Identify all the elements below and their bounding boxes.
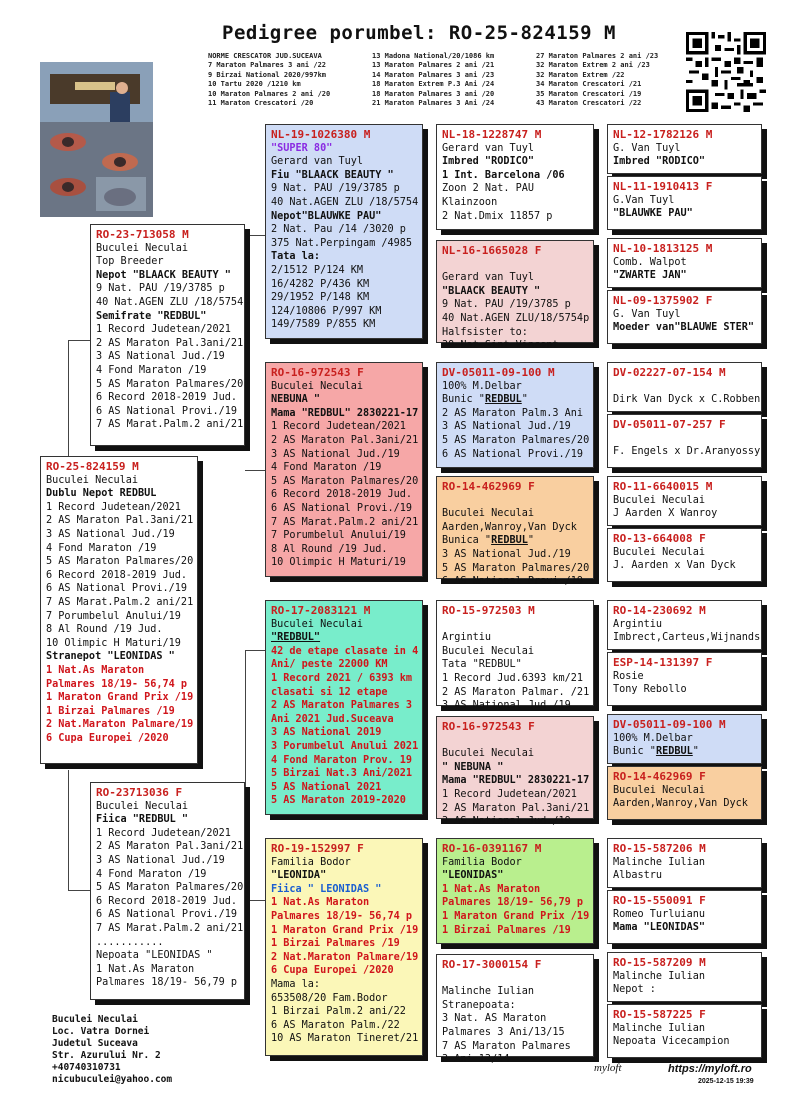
pedigree-line: Buculei Neculai <box>96 800 189 812</box>
pedigree-line: 5 AS Maraton Palmares/20 <box>46 556 194 568</box>
pedigree-line: Moeder van"BLAUWE STER" <box>613 322 755 334</box>
ring-number: RO-15-550091 F <box>613 894 706 907</box>
owner-line: Str. Azurului Nr. 2 <box>52 1050 161 1061</box>
pedigree-line: Stranepot "LEONIDAS " <box>46 651 175 663</box>
pedigree-line: Buculei Neculai <box>613 494 706 506</box>
ring-number: NL-16-1665028 F <box>442 244 542 257</box>
pedigree-line: G. Van Tuyl <box>613 142 681 154</box>
pedigree-line: 2 Nat.Maraton Palmare/19 <box>46 719 194 731</box>
pedigree-line: 6 AS National Provi./19 <box>271 502 413 514</box>
pedigree-line: 4 Fond Maraton /19 <box>271 462 382 474</box>
pedigree-line <box>613 380 756 394</box>
ring-number: NL-19-1026380 M <box>271 128 371 141</box>
pedigree-line: Argintiu <box>613 618 663 630</box>
pedigree-line: Dublu Nepot REDBUL <box>46 488 157 500</box>
pedigree-line: 3 Nat. AS Maraton <box>442 1013 547 1025</box>
pigeon-card-g9[interactable] <box>607 600 762 650</box>
site-link[interactable]: https://myloft.ro <box>668 1063 752 1075</box>
pedigree-line: 1 Maraton Grand Prix /19 <box>442 910 590 922</box>
norm-line: 18 Maraton Extrem P.3 Ani /24 <box>372 80 495 89</box>
ring-number: NL-11-1910413 F <box>613 180 713 193</box>
pedigree-line: 10 Olimpic H Maturi/19 <box>46 637 181 649</box>
pedigree-line: "BLAACK BEAUTY " <box>442 285 541 297</box>
pigeon-card-g3[interactable] <box>607 238 762 288</box>
norm-line: 21 Maraton Palmares 3 Ani /24 <box>372 99 495 108</box>
pedigree-line: 5 Birzai Nat.3 Ani/2021 <box>271 768 413 780</box>
pedigree-line: 9 Nat. PAU /19/3785 p <box>442 299 571 311</box>
pedigree-line: 1 Record Judetean/2021 <box>96 827 231 839</box>
pedigree-line: Fiica " LEONIDAS " <box>271 883 382 895</box>
pedigree-line: 6 Record 2018-2019 Jud. <box>271 489 413 501</box>
norm-line: 34 Maraton Crescatori /21 <box>536 80 642 89</box>
norm-line: 43 Maraton Crescatori /22 <box>536 99 642 108</box>
pedigree-line: "REDBUL" <box>271 632 321 644</box>
pigeon-card-sdd[interactable] <box>436 476 594 588</box>
pedigree-line: 4 Fond Maraton /19 <box>96 364 207 376</box>
pigeon-card-dds[interactable] <box>436 838 594 944</box>
owner-line: Loc. Vatra Dornei <box>52 1026 150 1037</box>
pigeon-card-ssd[interactable] <box>436 240 594 352</box>
pedigree-line: Familia Bodor <box>271 856 351 868</box>
pedigree-line: 7 AS Marat.Palm.2 ani/21 <box>271 516 419 528</box>
pedigree-line: Ani/ peste 22000 KM <box>271 659 388 671</box>
pedigree-line: 2/1512 P/124 KM <box>271 264 364 276</box>
pigeon-card-g14[interactable] <box>607 890 762 944</box>
pedigree-line: 42 de etape clasate in 4 <box>271 645 419 657</box>
pedigree-line: Malinche Iulian <box>613 970 706 982</box>
pedigree-line <box>442 734 588 748</box>
pedigree-line: 9 Nat. PAU /19/3785 p <box>96 283 225 295</box>
pedigree-line: 5 AS Maraton 2019-2020 <box>271 795 406 807</box>
pigeon-card-g1[interactable] <box>607 124 762 174</box>
pedigree-line: Familia Bodor <box>442 856 522 868</box>
pedigree-line: 10 Olimpic H Maturi/19 <box>271 557 406 569</box>
norm-line: 7 Maraton Palmares 3 ani /22 <box>208 61 327 70</box>
pedigree-line: ........... <box>96 936 164 948</box>
pedigree-line: Imbred "RODICO" <box>442 156 535 168</box>
owner-line[interactable]: +40740310731 <box>52 1062 121 1073</box>
ring-number: RO-15-972503 M <box>442 604 535 617</box>
ring-number: DV-05011-09-100 M <box>442 366 555 379</box>
owner-line: Judetul Suceava <box>52 1038 138 1049</box>
pedigree-line: 1 Record 2021 / 6393 km <box>271 672 413 684</box>
norm-line: 13 Maraton Palmares 2 ani /21 <box>372 61 495 70</box>
pedigree-line: 2 Nat.Maraton Palmare/19 <box>271 951 419 963</box>
pedigree-line: 1 Maraton Grand Prix /19 <box>46 692 194 704</box>
pedigree-line: "SUPER 80" <box>271 142 333 154</box>
pedigree-line: G. Van Tuyl <box>613 308 681 320</box>
pedigree-line: NEBUNA " <box>271 394 321 406</box>
pedigree-line: 9 Nat. PAU /19/3785 p <box>271 183 400 195</box>
norm-line: 35 Maraton Crescatori /19 <box>536 89 642 98</box>
pedigree-line: Buculei Neculai <box>271 618 364 630</box>
pedigree-line: 6 Record 2018-2019 Jud. <box>46 569 188 581</box>
pedigree-line: Argintiu <box>442 632 492 644</box>
pedigree-line <box>442 258 588 272</box>
pedigree-line: 1 Record Judetean/2021 <box>271 421 406 433</box>
pedigree-line: Malinche Iulian <box>613 856 706 868</box>
pedigree-line: Buculei Neculai <box>442 748 535 760</box>
pedigree-line: Imbred "RODICO" <box>613 156 706 168</box>
pedigree-line: 4 Fond Maraton /19 <box>96 868 207 880</box>
norm-line: 13 Madona National/20/1086 km <box>372 52 495 60</box>
pedigree-line: 7 Porumbelul Anului/19 <box>271 530 406 542</box>
pedigree-line: J. Aarden x Van Dyck <box>613 560 736 572</box>
ring-number: RO-17-2083121 M <box>271 604 371 617</box>
pigeon-card-g6[interactable] <box>607 414 762 468</box>
pedigree-line: 6 AS National Provi./19 <box>442 576 584 588</box>
pedigree-line: J Aarden X Wanroy <box>613 508 718 520</box>
pedigree-line: Mama "LEONIDAS" <box>613 922 706 934</box>
pedigree-line: Aarden,Wanroy,Van Dyck <box>442 521 577 533</box>
pedigree-line: 1 Birzai Palmares /19 <box>271 938 400 950</box>
ring-number: RO-14-462969 F <box>613 770 706 783</box>
connector-line <box>68 340 69 464</box>
pedigree-line: Rosie <box>613 670 644 682</box>
pedigree-line: 1 Nat.As Maraton <box>442 883 541 895</box>
norms-column-2 <box>372 52 494 108</box>
pedigree-line: Stranepoata: <box>442 999 516 1011</box>
brand-logo: myloft <box>594 1062 622 1074</box>
pedigree-line: Nepot "BLAACK BEAUTY " <box>96 269 231 281</box>
pedigree-line: Romeo Turluianu <box>613 908 706 920</box>
pedigree-line: Mama la: <box>271 978 321 990</box>
norm-line: NORME CRESCATOR JUD.SUCEAVA <box>208 52 322 60</box>
pigeon-card-dss[interactable] <box>436 600 594 712</box>
pedigree-line: Buculei Neculai <box>46 474 139 486</box>
pedigree-line: "LEONIDAS" <box>442 870 504 882</box>
ring-number: ESP-14-131397 F <box>613 656 713 669</box>
pedigree-line: 3 AS National Jud./19 <box>271 448 400 460</box>
pedigree-line: 40 Nat.AGEN ZLU /18/5754 <box>271 196 419 208</box>
ring-number: RO-15-587209 M <box>613 956 706 969</box>
pedigree-line: 3 Porumbelul Anului 2021 <box>271 740 419 752</box>
pedigree-line: Malinche Iulian <box>613 1022 706 1034</box>
pedigree-line: 100% M.Delbar <box>442 380 522 392</box>
pedigree-line: 4 Fond Maraton /19 <box>46 542 157 554</box>
ring-number: RO-23-713058 M <box>96 228 189 241</box>
pedigree-line: 3 Ani 13/14 <box>442 1054 510 1066</box>
pedigree-line: 6 Record 2018-2019 Jud. <box>96 895 238 907</box>
pedigree-line: Tata la: <box>271 251 321 263</box>
pedigree-line: clasati si 12 etape <box>271 686 388 698</box>
pedigree-line: Semifrate "REDBUL" <box>96 310 207 322</box>
pedigree-line: 7 AS Marat.Palm.2 ani/21 <box>46 596 194 608</box>
pigeon-card-g10[interactable] <box>607 652 762 706</box>
pedigree-line: 7 AS Marat.Palm.2 ani/21 <box>96 922 244 934</box>
pedigree-line: 2 AS Maraton Palmar. /21 <box>442 686 590 698</box>
pigeon-card-g5[interactable] <box>607 362 762 412</box>
norm-line: 32 Maraton Extrem /22 <box>536 70 625 79</box>
pedigree-line: 3 AS National Jud./19 <box>442 421 571 433</box>
pedigree-line: 2 AS Maraton Pal.3ani/21 <box>46 515 194 527</box>
pedigree-line: 1 Birzai Palmares /19 <box>46 705 175 717</box>
pedigree-line: Dirk Van Dyck x C.Robben <box>613 394 761 406</box>
ring-number: NL-18-1228747 M <box>442 128 542 141</box>
pigeon-card-sire-dam[interactable] <box>265 362 423 577</box>
connector-line <box>245 235 265 236</box>
pigeon-card-sss[interactable] <box>436 124 594 230</box>
pedigree-line: Malinche Iulian <box>442 986 535 998</box>
pedigree-line: 3 AS National Jud./19 <box>46 528 175 540</box>
norm-line: 9 Birzai National 2020/997km <box>208 70 327 79</box>
pigeon-card-sire[interactable] <box>90 224 245 446</box>
ring-number: NL-09-1375902 F <box>613 294 713 307</box>
pedigree-line: 8 Al Round /19 Jud. <box>46 624 163 636</box>
pedigree-line: 1 Record Jud.6393 km/21 <box>442 672 584 684</box>
pedigree-line: Buculei Neculai <box>271 380 364 392</box>
pedigree-line: Halfsister to: <box>442 326 528 338</box>
pigeon-card-dam[interactable] <box>90 782 245 1000</box>
ring-number: RO-16-972543 F <box>271 366 364 379</box>
pedigree-line: 16/4282 P/436 KM <box>271 278 370 290</box>
pedigree-line: 1 Birzai Palm.2 ani/22 <box>271 1006 406 1018</box>
pigeon-card-dam-dam[interactable] <box>265 838 423 1056</box>
pedigree-line: Bunic "REDBUL" <box>613 746 699 758</box>
ring-number: RO-19-152997 F <box>271 842 364 855</box>
pigeon-card-dam-sire[interactable] <box>265 600 423 815</box>
pedigree-line: G.Van Tuyl <box>613 194 675 206</box>
pedigree-line: F. Engels x Dr.Aranyossy <box>613 446 761 458</box>
ring-number: RO-11-6640015 M <box>613 480 713 493</box>
pigeon-card-g4[interactable] <box>607 290 762 344</box>
pigeon-card-g12[interactable] <box>607 766 762 820</box>
norms-column-1 <box>208 52 330 108</box>
connector-line <box>68 890 90 891</box>
pedigree-line: 1 Record Judetean/2021 <box>96 324 231 336</box>
pedigree-line: Buculei Neculai <box>442 645 535 657</box>
pigeon-card-sds[interactable] <box>436 362 594 468</box>
pedigree-line: 39 Nat.Sint Vincent <box>442 340 559 352</box>
pedigree-line: 2 AS Maraton Pal.3ani/21 <box>442 802 590 814</box>
pedigree-line: 1 Record Judetean/2021 <box>46 501 181 513</box>
pigeon-card-g13[interactable] <box>607 838 762 888</box>
pedigree-line: 1 Nat.As Maraton <box>96 963 195 975</box>
ring-number: RO-13-664008 F <box>613 532 706 545</box>
connector-line <box>245 900 265 901</box>
ring-number: DV-02227-07-154 M <box>613 366 726 379</box>
connector-line <box>245 650 246 900</box>
pedigree-line: 5 AS Maraton Palmares/20 <box>442 562 590 574</box>
pedigree-line: 1 Nat.As Maraton <box>46 664 145 676</box>
norm-line: 10 Maraton Palmares 2 ani /20 <box>208 89 331 98</box>
pedigree-line: 6 Cupa Europei /2020 <box>46 732 169 744</box>
ring-number: RO-16-0391167 M <box>442 842 542 855</box>
pedigree-line: 6 AS Maraton Palm./22 <box>271 1019 400 1031</box>
pedigree-line: 100% M.Delbar <box>613 732 693 744</box>
norm-line: 11 Maraton Crescatori /20 <box>208 99 314 108</box>
pedigree-line: Imbrect,Carteus,Wijnands <box>613 632 761 644</box>
pedigree-line: Palmares 18/19- 56,79 p <box>96 977 238 989</box>
pedigree-line: Tata "REDBUL" <box>442 659 522 671</box>
pedigree-line: 2 Nat.Dmix 11857 p <box>442 210 553 222</box>
connector-line <box>245 650 265 651</box>
norm-line: 32 Maraton Extrem 2 ani /23 <box>536 61 650 70</box>
pedigree-line <box>613 432 756 446</box>
ring-number: RO-17-3000154 F <box>442 958 542 971</box>
ring-number: RO-25-824159 M <box>46 460 139 473</box>
norms-column-3 <box>536 52 658 108</box>
ring-number: RO-15-587206 M <box>613 842 706 855</box>
pedigree-line: Bunica "REDBUL" <box>442 535 535 547</box>
pedigree-line <box>442 618 588 632</box>
pedigree-line: Top Breeder <box>96 256 164 268</box>
pedigree-line: Bunic "REDBUL" <box>442 394 528 406</box>
owner-line: Buculei Neculai <box>52 1014 138 1025</box>
pigeon-card-g2[interactable] <box>607 176 762 230</box>
pedigree-line: Buculei Neculai <box>442 508 535 520</box>
ring-number: RO-15-587225 F <box>613 1008 706 1021</box>
pedigree-line: 3 AS National 2019 <box>271 727 382 739</box>
pedigree-line: 3 AS National Jud./19 <box>442 816 571 828</box>
pedigree-line: Palmares 18/19- 56,74 p <box>271 910 413 922</box>
ring-number: RO-16-972543 F <box>442 720 535 733</box>
pedigree-line: Comb. Walpot <box>613 256 687 268</box>
pedigree-line: 6 AS National Provi./19 <box>96 909 238 921</box>
pedigree-line: Gerard van Tuyl <box>442 272 535 284</box>
ring-number: DV-05011-09-100 M <box>613 718 726 731</box>
pedigree-line: 375 Nat.Perpingam /4985 <box>271 237 413 249</box>
pedigree-line: Albastru <box>613 870 663 882</box>
pedigree-line: 6 AS National Provi./19 <box>96 405 238 417</box>
connector-line <box>68 340 90 341</box>
pedigree-line: Nepot"BLAUWKE PAU" <box>271 210 382 222</box>
pedigree-line: Nepoata Vicecampion <box>613 1036 730 1048</box>
norm-line: 14 Maraton Palmares 3 ani /23 <box>372 70 495 79</box>
pigeon-card-main[interactable] <box>40 456 198 764</box>
owner-contact <box>52 1014 172 1086</box>
pedigree-line: 2 AS Maraton Palmares 3 <box>271 700 413 712</box>
qr-code-icon[interactable] <box>686 32 766 112</box>
pedigree-line: 2 AS Maraton Pal.3ani/21 <box>271 434 419 446</box>
pigeon-card-g15[interactable] <box>607 952 762 1002</box>
pedigree-line <box>442 494 588 508</box>
pedigree-line: "BLAUWKE PAU" <box>613 208 693 220</box>
pedigree-line: 124/10806 P/997 KM <box>271 305 382 317</box>
pedigree-line: 29/1952 P/148 KM <box>271 292 370 304</box>
pedigree-line: 8 Al Round /19 Jud. <box>271 543 388 555</box>
connector-line <box>245 235 246 435</box>
pedigree-line: Buculei Neculai <box>613 784 706 796</box>
ring-number: RO-14-230692 M <box>613 604 706 617</box>
pedigree-line: Klainzoon <box>442 196 498 208</box>
pigeon-card-g16[interactable] <box>607 1004 762 1058</box>
pedigree-line: Fiu "BLAACK BEAUTY " <box>271 169 394 181</box>
pedigree-line: 3 AS National Jud./19 <box>442 700 571 712</box>
pedigree-line: Mama "REDBUL" 2830221-17 <box>271 407 419 419</box>
norm-line: 10 Tartu 2020 /1210 km <box>208 80 301 89</box>
pedigree-line: Fiica "REDBUL " <box>96 814 189 826</box>
pedigree-line: "LEONIDA" <box>271 870 327 882</box>
pedigree-line: 1 Record Judetean/2021 <box>442 788 577 800</box>
pedigree-line: Aarden,Wanroy,Van Dyck <box>613 798 748 810</box>
pedigree-line: 4 Fond Maraton Prov. 19 <box>271 754 413 766</box>
pedigree-line: "ZWARTE JAN" <box>613 270 687 282</box>
pedigree-line: 6 Record 2018-2019 Jud. <box>96 392 238 404</box>
pigeon-card-dsd[interactable] <box>436 716 594 828</box>
pedigree-line: 1 Nat.As Maraton <box>271 897 370 909</box>
pigeon-card-g7[interactable] <box>607 476 762 526</box>
pedigree-line: 3 AS National Jud./19 <box>96 854 225 866</box>
pedigree-line: Palmares 18/19- 56,74 p <box>46 678 188 690</box>
pedigree-line: 6 Cupa Europei /2020 <box>271 965 394 977</box>
pedigree-line: Mama "REDBUL" 2830221-17 <box>442 775 590 787</box>
pedigree-line: Ani 2021 Jud.Suceava <box>271 713 394 725</box>
pedigree-line: Palmares 18/19- 56,79 p <box>442 897 584 909</box>
pigeon-card-sire-sire[interactable] <box>265 124 423 339</box>
pedigree-line: Gerard van Tuyl <box>442 142 535 154</box>
pedigree-line: 653508/20 Fam.Bodor <box>271 992 388 1004</box>
pedigree-line: 7 AS Maraton Palmares <box>442 1040 571 1052</box>
pedigree-line: 6 AS National Provi./19 <box>442 448 584 460</box>
pedigree-line: " NEBUNA " <box>442 761 504 773</box>
pedigree-line <box>442 972 588 986</box>
owner-line[interactable]: nicubuculei@yahoo.com <box>52 1074 173 1085</box>
pedigree-line: 2 AS Maraton Pal.3ani/21 <box>96 337 244 349</box>
pedigree-line: Buculei Neculai <box>96 242 189 254</box>
ring-number: RO-23713036 F <box>96 786 183 799</box>
pedigree-line: 5 AS Maraton Palmares/20 <box>271 475 419 487</box>
pedigree-line: 5 AS Maraton Palmares/20 <box>96 378 244 390</box>
pedigree-line: 1 Maraton Grand Prix /19 <box>271 924 419 936</box>
norm-line: 18 Maraton Palmares 3 ani /20 <box>372 89 495 98</box>
pedigree-line: 3 AS National Jud./19 <box>96 351 225 363</box>
pedigree-line: Tony Rebollo <box>613 684 687 696</box>
pedigree-line: 2 Nat. Pau /14 /3020 p <box>271 224 406 236</box>
pedigree-line: 1 Int. Barcelona /06 <box>442 169 565 181</box>
pedigree-line: Nepoata "LEONIDAS " <box>96 950 213 962</box>
ring-number: DV-05011-07-257 F <box>613 418 726 431</box>
pedigree-line: 40 Nat.AGEN ZLU/18/5754p <box>442 312 590 324</box>
ring-number: RO-14-462969 F <box>442 480 535 493</box>
pedigree-line: 5 AS Maraton Palmares/20 <box>442 434 590 446</box>
loft-photo <box>40 62 153 217</box>
pedigree-line: 6 AS National Provi./19 <box>46 583 188 595</box>
pedigree-line: 2 AS Maraton Palm.3 Ani <box>442 407 584 419</box>
pedigree-line: Gerard van Tuyl <box>271 156 364 168</box>
pedigree-line: 5 AS Maraton Palmares/20 <box>96 882 244 894</box>
norm-line: 27 Maraton Palmares 2 ani /23 <box>536 52 659 60</box>
pedigree-line: 2 AS Maraton Pal.3ani/21 <box>96 841 244 853</box>
pedigree-line: Buculei Neculai <box>613 546 706 558</box>
pedigree-line: 40 Nat.AGEN ZLU /18/5754 <box>96 296 244 308</box>
pedigree-line: 7 Porumbelul Anului/19 <box>46 610 181 622</box>
print-timestamp: 2025-12-15 19:39 <box>698 1078 754 1085</box>
pedigree-line: 3 AS National Jud./19 <box>442 548 571 560</box>
pigeon-card-ddd[interactable] <box>436 954 594 1066</box>
pedigree-line: Palmares 3 Ani/13/15 <box>442 1026 565 1038</box>
pigeon-card-g8[interactable] <box>607 528 762 582</box>
ring-number: NL-10-1813125 M <box>613 242 713 255</box>
ring-number: NL-12-1782126 M <box>613 128 713 141</box>
pedigree-line: 1 Birzai Palmares /19 <box>442 924 571 936</box>
pedigree-line: 10 AS Maraton Tineret/21 <box>271 1033 419 1045</box>
pedigree-line: 5 AS National 2021 <box>271 781 382 793</box>
page-title: Pedigree porumbel: RO-25-824159 M <box>222 22 616 44</box>
connector-line <box>245 470 265 471</box>
pigeon-card-g11[interactable] <box>607 714 762 764</box>
pedigree-line: Nepot : <box>613 984 656 996</box>
connector-line <box>68 770 69 890</box>
pedigree-line: 149/7589 P/855 KM <box>271 319 376 331</box>
pedigree-line: Zoon 2 Nat. PAU <box>442 183 535 195</box>
pedigree-line: 7 AS Marat.Palm.2 ani/21 <box>96 419 244 431</box>
